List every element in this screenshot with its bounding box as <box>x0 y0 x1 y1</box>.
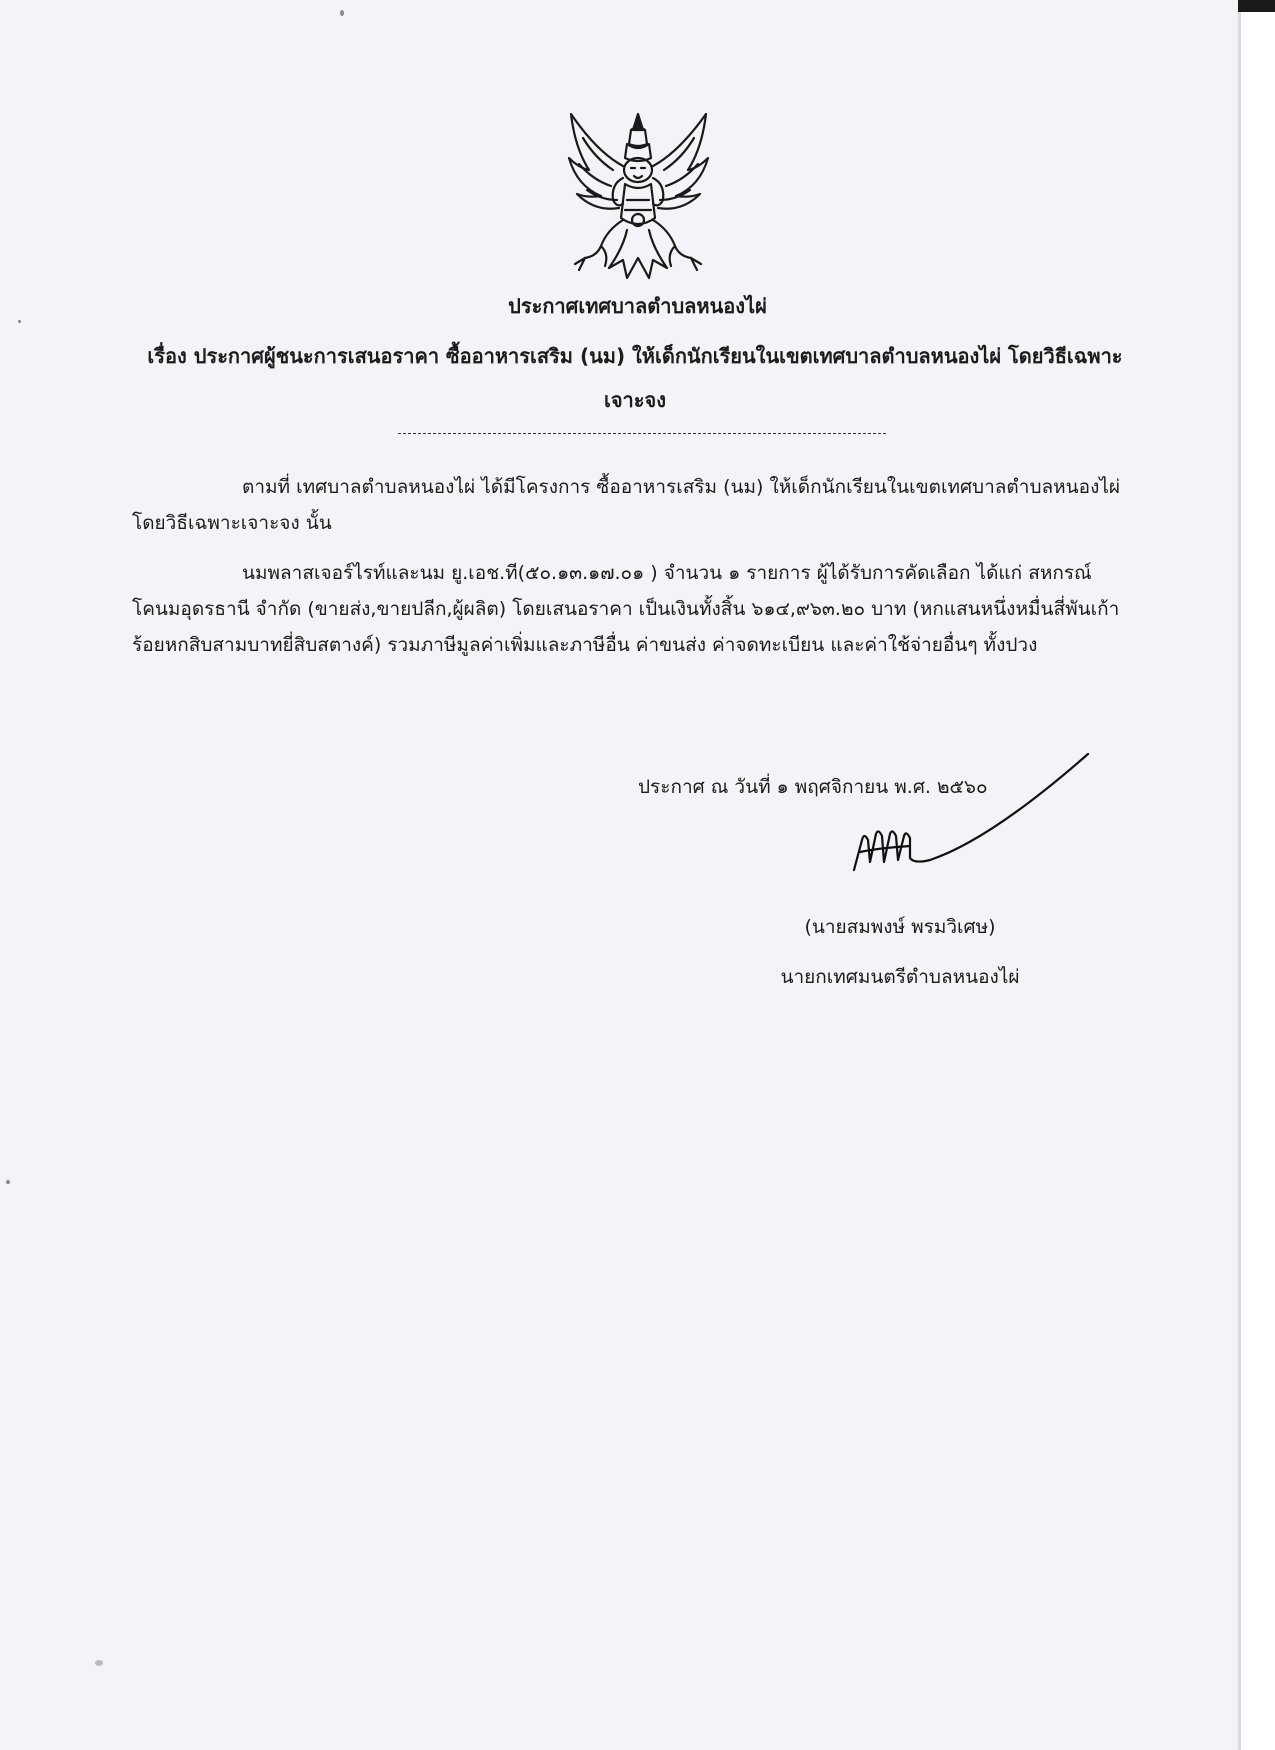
scan-speck <box>340 10 344 16</box>
scan-corner-bar <box>1238 0 1275 12</box>
subject-label: เรื่อง <box>147 344 187 368</box>
scan-edge <box>1238 0 1275 1750</box>
signer-name: (นายสมพงษ์ พรมวิเศษ) <box>804 916 996 938</box>
scan-speck <box>95 1660 103 1666</box>
garuda-emblem-icon <box>561 108 716 283</box>
separator-line <box>398 433 886 434</box>
scan-speck <box>18 320 21 323</box>
scan-edge-line <box>1238 0 1241 1750</box>
handwritten-signature <box>840 748 1100 878</box>
subject-text: ประกาศผู้ชนะการเสนอราคา ซื้ออาหารเสริม (นม) ให้เด็กนักเรียนในเขตเทศบาลตำบลหนองไผ่ โดยวิธีเฉพาะเจาะจง <box>193 344 1123 412</box>
paragraph-intro: ตามที่ เทศบาลตำบลหนองไผ่ ได้มีโครงการ ซื้ออาหารเสริม (นม) ให้เด็กนักเรียนในเขตเทศบาลตำบลหนองไผ่ โดยวิธีเฉพาะเจาะจง นั้น <box>132 476 1121 534</box>
scan-speck <box>6 1180 10 1184</box>
signer-title: นายกเทศมนตรีตำบลหนองไผ่ <box>780 966 1020 988</box>
document-subject <box>130 334 1140 422</box>
paragraph-award: นมพลาสเจอร์ไรท์และนม ยู.เอช.ที(๕๐.๑๓.๑๗.๐๑ ) จำนวน ๑ รายการ ผู้ได้รับการคัดเลือก ได้แก่ สหกรณ์โคนมอุดรธานี จำกัด (ขายส่ง,ขายปลีก,ผู้ผลิต) โดยเสนอราคา เป็นเงินทั้งสิ้น ๖๑๔,๙๖๓.๒๐ บาท (หกแสนหนึ่งหมื่นสี่พันเก้าร้อยหกสิบสามบาทยี่สิบสตางค์) รวมภาษีมูลค่าเพิ่มและภาษีอื่น ค่าขนส่ง ค่าจดทะเบียน และค่าใช้จ่ายอื่นๆ ทั้งปวง <box>132 562 1120 656</box>
document-header: ประกาศเทศบาลตำบลหนองไผ่ <box>508 294 767 318</box>
announce-date: ประกาศ ณ วันที่ ๑ พฤศจิกายน พ.ศ. ๒๕๖๐ <box>638 776 988 798</box>
